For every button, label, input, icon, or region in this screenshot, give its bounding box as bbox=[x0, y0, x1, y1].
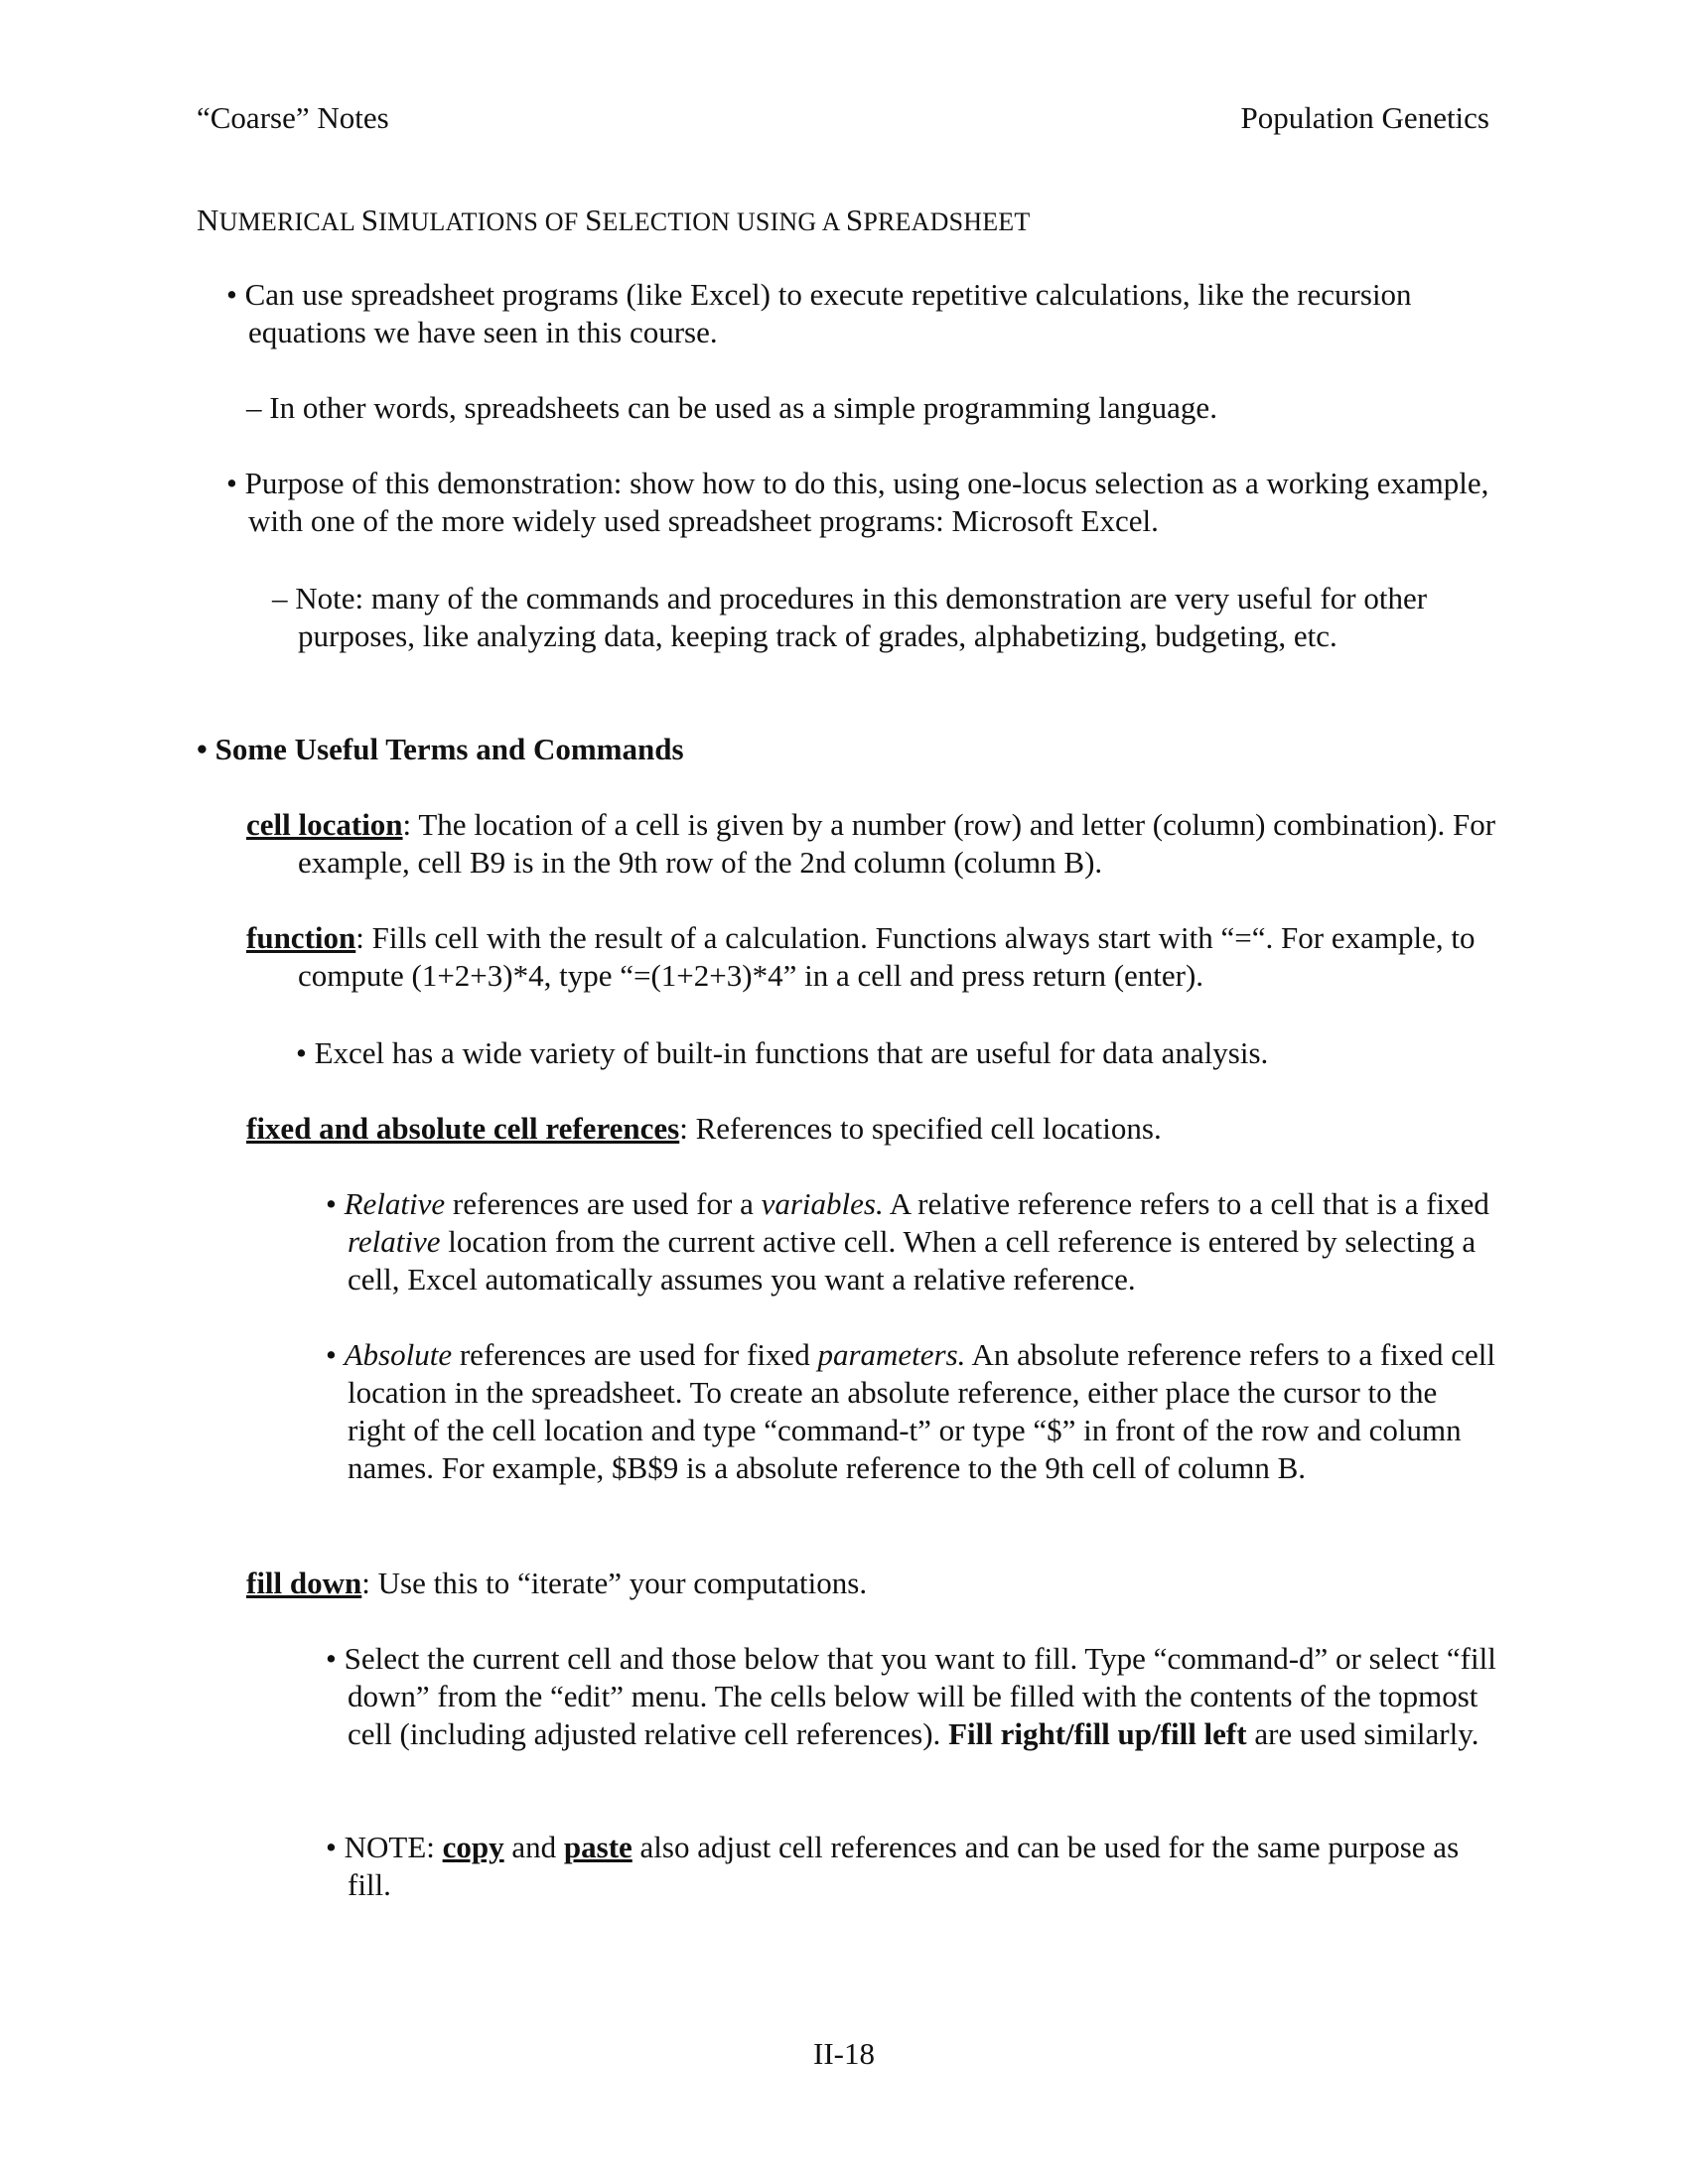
bullet-purpose: • Purpose of this demonstration: show how to do this, using one-locus selection as a working example, with one of the more widely used spreadsheet programs: Microsoft Excel. bbox=[226, 466, 1489, 538]
page-number: II-18 bbox=[813, 2036, 875, 2071]
term-cell-location-label: cell location bbox=[246, 807, 403, 842]
fill-down-instructions: • Select the current cell and those below that you want to fill. Type “command-d” or select “fill down” from the “edit” menu. The cells below will be filled with the contents of the topmost cell (including adjusted relative cell references). Fill right/fill up/fill left are used similarly. bbox=[326, 1641, 1496, 1751]
term-fill-down: fill down: Use this to “iterate” your computations. bbox=[246, 1566, 868, 1600]
term-cell-references: fixed and absolute cell references: References to specified cell locations. bbox=[246, 1111, 1162, 1146]
term-function-sub: • Excel has a wide variety of built-in functions that are useful for data analysis. bbox=[296, 1035, 1269, 1070]
copy-paste-note: • NOTE: copy and paste also adjust cell references and can be used for the same purpose as fill. bbox=[326, 1830, 1460, 1902]
bullet-useful-terms: • Some Useful Terms and Commands bbox=[197, 732, 684, 766]
section-title: NUMERICAL SIMULATIONS OF SELECTION USING A SPREADSHEET bbox=[197, 203, 1031, 237]
bullet-purpose-note: – Note: many of the commands and procedures in this demonstration are very useful for other purposes, like analyzing data, keeping track of grades, alphabetizing, budgeting, etc. bbox=[272, 581, 1428, 653]
bullet-spreadsheet-programs: • Can use spreadsheet programs (like Excel) to execute repetitive calculations, like the recursion equations we have seen in this course. bbox=[226, 277, 1412, 349]
header-right: Population Genetics bbox=[1240, 100, 1489, 135]
term-function-label: function bbox=[246, 920, 356, 955]
term-fill-down-label: fill down bbox=[246, 1566, 362, 1600]
term-cell-location: cell location: The location of a cell is given by a number (row) and letter (column) combination). For example, cell B9 is in the 9th row of the 2nd column (column B). bbox=[246, 807, 1496, 880]
bullet-spreadsheet-programs-sub: – In other words, spreadsheets can be used as a simple programming language. bbox=[246, 390, 1217, 425]
term-function: function: Fills cell with the result of a calculation. Functions always start with “=“. For example, to compute (1+2+3)*4, type “=(1+2+3)*4” in a cell and press return (enter). bbox=[246, 920, 1476, 993]
header-left: “Coarse” Notes bbox=[197, 100, 389, 135]
term-cell-references-label: fixed and absolute cell references bbox=[246, 1111, 680, 1146]
relative-references: • Relative references are used for a variables. A relative reference refers to a cell that is a fixed relative location from the current active cell. When a cell reference is entered by selecting a cell, Excel automatically assumes you want a relative reference. bbox=[326, 1186, 1489, 1297]
absolute-references: • Absolute references are used for fixed parameters. An absolute reference refers to a fixed cell location in the spreadsheet. To create an absolute reference, either place the cursor to the right of the cell location and type “command-t” or type “$” in front of the row and column names. For example, $B$9 is a absolute reference to the 9th cell of column B. bbox=[326, 1337, 1496, 1485]
